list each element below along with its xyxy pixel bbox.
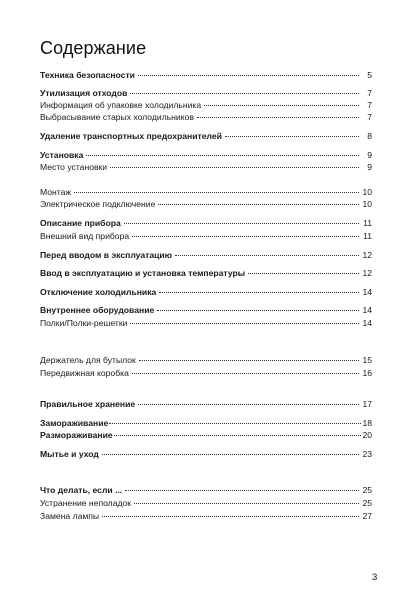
toc-entry-label: Внутреннее оборудование	[40, 305, 155, 315]
toc-entry-label: Выбрасывание старых холодильников	[40, 112, 194, 122]
toc-entry-label: Установка	[40, 150, 84, 160]
toc-entry	[40, 398, 372, 410]
dot-leader	[102, 516, 359, 517]
page-number: 3	[372, 572, 378, 583]
dot-leader	[139, 360, 359, 361]
dot-leader	[134, 503, 359, 504]
toc-entry	[40, 510, 372, 522]
toc-entry	[40, 317, 372, 329]
toc-entry-label: Внешний вид прибора	[40, 231, 130, 241]
toc-entry	[40, 304, 372, 316]
toc-entry-page: 23	[362, 449, 372, 459]
toc-entry-page: 11	[363, 218, 372, 228]
toc-entry-page: 25	[362, 498, 372, 508]
toc-entry	[40, 111, 372, 123]
toc-entry-page: 14	[362, 305, 372, 315]
toc-entry	[40, 186, 372, 198]
toc-entry-label: Монтаж	[40, 187, 72, 197]
toc-entry-page: 10	[362, 199, 372, 209]
toc-entry-label: Техника безопасности	[40, 70, 135, 80]
dot-leader	[138, 75, 359, 76]
toc-entry-page: 16	[362, 368, 372, 378]
toc-entry-label: Место установки	[40, 162, 108, 172]
toc-entry-page: 9	[367, 162, 372, 172]
dot-leader	[86, 155, 359, 156]
dot-leader	[132, 236, 359, 237]
dot-leader	[225, 136, 359, 137]
toc-entry	[40, 87, 372, 99]
dot-leader	[159, 292, 359, 293]
toc-entry-label: Полки/Полки-решетки	[40, 318, 128, 328]
dot-leader	[125, 490, 359, 491]
toc-entry-page: 14	[362, 287, 372, 297]
dot-leader	[204, 105, 359, 106]
toc-entry	[40, 198, 372, 210]
toc-entry-label: Замена лампы	[40, 511, 100, 521]
toc-entry	[40, 149, 372, 161]
dot-leader	[158, 204, 359, 205]
toc-entry-label: Размораживание	[40, 430, 113, 440]
dot-leader	[130, 323, 359, 324]
toc-entry-label: Информация об упаковке холодильника	[40, 100, 202, 110]
toc-entry-page: 25	[362, 485, 372, 495]
toc-entry-page: 11	[363, 231, 372, 241]
toc-entry	[40, 267, 372, 279]
toc-entry	[40, 429, 372, 441]
toc-entry	[40, 99, 372, 111]
toc-entry	[40, 417, 372, 429]
toc-entry-label: Что делать, если ...	[40, 485, 123, 495]
dot-leader	[110, 167, 359, 168]
toc-entry-label: Перед вводом в эксплуатацию	[40, 250, 173, 260]
toc-entry-page: 20	[362, 430, 372, 440]
toc-entry-label: Устранение неполадок	[40, 498, 132, 508]
toc-entry-label: Правильное хранение	[40, 399, 136, 409]
dot-leader	[132, 373, 359, 374]
toc-entry	[40, 217, 372, 229]
toc-entry-page: 12	[362, 250, 372, 260]
toc-entry-page: 8	[367, 131, 372, 141]
dot-leader	[248, 273, 359, 274]
dot-leader	[197, 117, 359, 118]
toc-entry-label: Электрическое подключение	[40, 199, 156, 209]
toc-entry-label: Передвижная коробка	[40, 368, 129, 378]
toc-entry-label: Мытье и уход	[40, 449, 99, 459]
toc-entry	[40, 69, 372, 81]
toc-entry-label: Держатель для бутылок	[40, 355, 136, 365]
toc-entry-label: Ввод в эксплуатацию и установка температуры	[40, 268, 246, 278]
toc-entry-page: 7	[367, 112, 372, 122]
toc-entry	[40, 286, 372, 298]
dot-leader	[109, 423, 361, 424]
dot-leader	[102, 454, 359, 455]
toc-entry-page: 10	[362, 187, 372, 197]
toc-entry	[40, 497, 372, 509]
toc-entry-label: Описание прибора	[40, 218, 121, 228]
toc-entry-page: 27	[362, 511, 372, 521]
toc-entry-page: 12	[362, 268, 372, 278]
toc-entry-page: 18	[362, 418, 372, 428]
dot-leader	[157, 310, 359, 311]
page-title: Содержание	[40, 38, 147, 58]
toc-entry-page: 5	[367, 70, 372, 80]
toc-entry-label: Отключение холодильника	[40, 287, 157, 297]
toc-entry	[40, 448, 372, 460]
toc-entry	[40, 230, 372, 242]
toc-entry-page: 7	[367, 100, 372, 110]
toc-entry-page: 7	[367, 88, 372, 98]
toc-entry	[40, 161, 372, 173]
toc-entry-page: 14	[362, 318, 372, 328]
toc-entry-label: Замораживание	[40, 418, 109, 428]
toc-entry	[40, 249, 372, 261]
toc-entry-page: 17	[362, 399, 372, 409]
toc-entry	[40, 484, 372, 496]
toc-entry-page: 15	[362, 355, 372, 365]
dot-leader	[74, 192, 359, 193]
toc-entry-page: 9	[367, 150, 372, 160]
dot-leader	[124, 223, 359, 224]
dot-leader	[114, 435, 361, 436]
toc-entry-label: Удаление транспортных предохранителей	[40, 131, 222, 141]
dot-leader	[175, 255, 359, 256]
toc-entry-label: Утилизация отходов	[40, 88, 128, 98]
dot-leader	[130, 93, 359, 94]
dot-leader	[138, 404, 359, 405]
toc-entry	[40, 367, 372, 379]
toc-entry	[40, 354, 372, 366]
toc-entry	[40, 130, 372, 142]
